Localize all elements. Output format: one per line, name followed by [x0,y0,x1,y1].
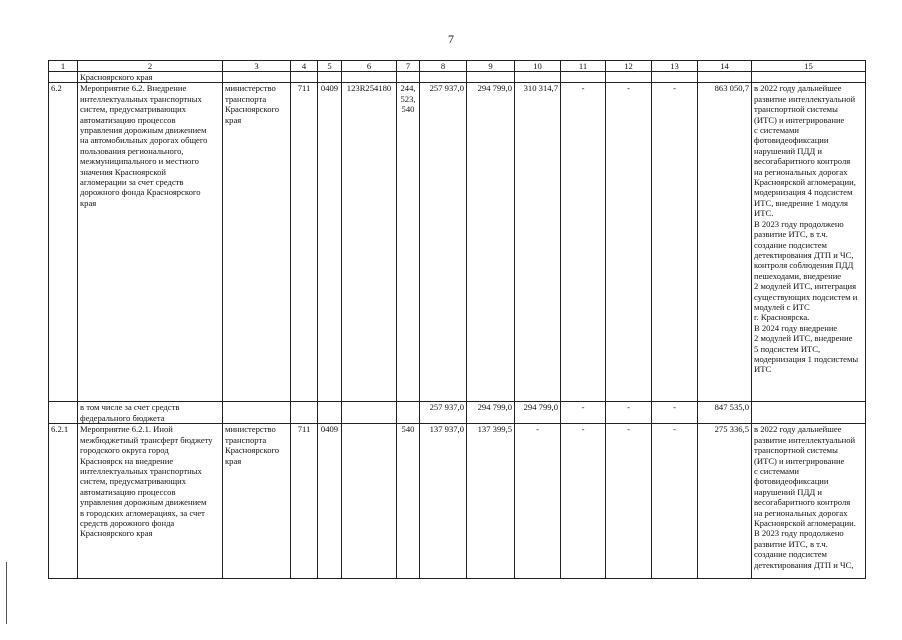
cell-name: Мероприятие 6.2.1. Иной межбюджетный трансферт бюджету городского округа город Красноярск на внедрение интеллектуальных транспортных систем, предусматривающих автоматизацию процессов управления дорожным движением в городских агломерациях, за счет средств дорожного фонда Красноярского края [78,424,223,579]
header-cell: 14 [698,61,752,72]
cell [515,72,561,83]
cell [318,72,342,83]
cell-executor: министерство транспорта Красноярского края [223,83,291,402]
cell-amount-14: 863 050,7 [698,83,752,402]
cell [318,402,342,424]
header-cell: 12 [606,61,652,72]
cell-executor: министерство транспорта Красноярского края [223,424,291,579]
cell [420,72,467,83]
cell-amount-8: 137 937,0 [420,424,467,579]
cell-amount-12: - [606,402,652,424]
cell-name: Мероприятие 6.2. Внедрение интеллектуальных транспортных систем, предусматривающих автоматизацию процессов управления дорожным движением на автомобильных дорогах общего пользования регионального, межмуниципального и местного значения Красноярской агломерации за счет средств дорожного фонда Красноярского края [78,83,223,402]
cell [752,402,866,424]
cell-amount-9: 137 399,5 [467,424,515,579]
cell-amount-13: - [652,83,698,402]
cell [652,72,698,83]
table-row-federal [49,402,866,424]
cell-result: в 2022 году дальнейшее развитие интеллектуальной транспортной системы (ИТС) и интегрирование с системами фотовидеофиксации нарушений ПДД и весогабаритного контроля на региональных дорогах Красноярской агломерации. В 2023 году продолжено развитие ИТС, в т.ч. создание подсистем детектирования ДТП и ЧС, [752,424,866,579]
header-cell: 15 [752,61,866,72]
cell-result: в 2022 году дальнейшее развитие интеллектуальной транспортной системы (ИТС) и интегрирование с системами фотовидеофиксации нарушений ПДД и весогабаритного контроля на региональных дорогах Красноярской агломерации, модернизация 4 подсистем ИТС, внедрение 1 модуля ИТС. В 2023 году продолжено развитие ИТС, в т.ч. создание подсистем детектирования ДТП и ЧС, контроля соблюдения ПДД пешеходами, внедрение 2 модулей ИТС, интеграция существующих подсистем и модулей с ИТС г. Красноярска. В 2024 году внедрение 2 модулей ИТС, внедрение 5 подсистем ИТС, модернизация 1 подсистемы ИТС [752,83,866,402]
cell [291,72,318,83]
header-cell: 4 [291,61,318,72]
cell [698,72,752,83]
cell-amount-10: 294 799,0 [515,402,561,424]
table-row-6-2 [49,83,866,402]
cell-name: в том числе за счет средств федерального бюджета [78,402,223,424]
cell-code-5: 0409 [318,424,342,579]
cell [342,72,397,83]
cell [223,72,291,83]
header-cell: 1 [49,61,78,72]
cell-amount-8: 257 937,0 [420,83,467,402]
cell [49,72,78,83]
page-number: 7 [448,32,454,46]
cell-code-5: 0409 [318,83,342,402]
cell [291,402,318,424]
header-cell: 7 [397,61,420,72]
header-cell: 13 [652,61,698,72]
cell-name: Красноярского края [78,72,223,83]
cell-amount-9: 294 799,0 [467,402,515,424]
scan-margin-line [6,562,7,624]
cell [561,72,606,83]
cell-amount-11: - [561,83,606,402]
cell-amount-12: - [606,424,652,579]
header-cell: 6 [342,61,397,72]
cell-amount-10: 310 314,7 [515,83,561,402]
table-row-continued [49,72,866,83]
header-cell: 11 [561,61,606,72]
cell-amount-13: - [652,424,698,579]
cell-number: 6.2.1 [49,424,78,579]
budget-table [48,60,866,579]
cell [397,402,420,424]
cell [342,402,397,424]
header-cell: 10 [515,61,561,72]
cell [223,402,291,424]
cell [606,72,652,83]
header-cell: 8 [420,61,467,72]
cell-code-7: 540 [397,424,420,579]
cell-amount-14: 847 535,0 [698,402,752,424]
table-row-6-2-1 [49,424,866,579]
header-cell: 2 [78,61,223,72]
cell-code-4: 711 [291,83,318,402]
cell [752,72,866,83]
cell-amount-11: - [561,424,606,579]
cell-amount-14: 275 336,5 [698,424,752,579]
cell [49,402,78,424]
cell-number: 6.2 [49,83,78,402]
header-cell: 9 [467,61,515,72]
cell-amount-11: - [561,402,606,424]
header-cell: 3 [223,61,291,72]
cell-amount-12: - [606,83,652,402]
header-cell: 5 [318,61,342,72]
cell-code-4: 711 [291,424,318,579]
cell-amount-8: 257 937,0 [420,402,467,424]
cell-code-7: 244, 523, 540 [397,83,420,402]
cell-amount-13: - [652,402,698,424]
cell-amount-10: - [515,424,561,579]
cell [397,72,420,83]
cell-amount-9: 294 799,0 [467,83,515,402]
cell-code-6: 123R254180 [342,83,397,402]
cell [467,72,515,83]
header-row [49,61,866,72]
cell-code-6 [342,424,397,579]
